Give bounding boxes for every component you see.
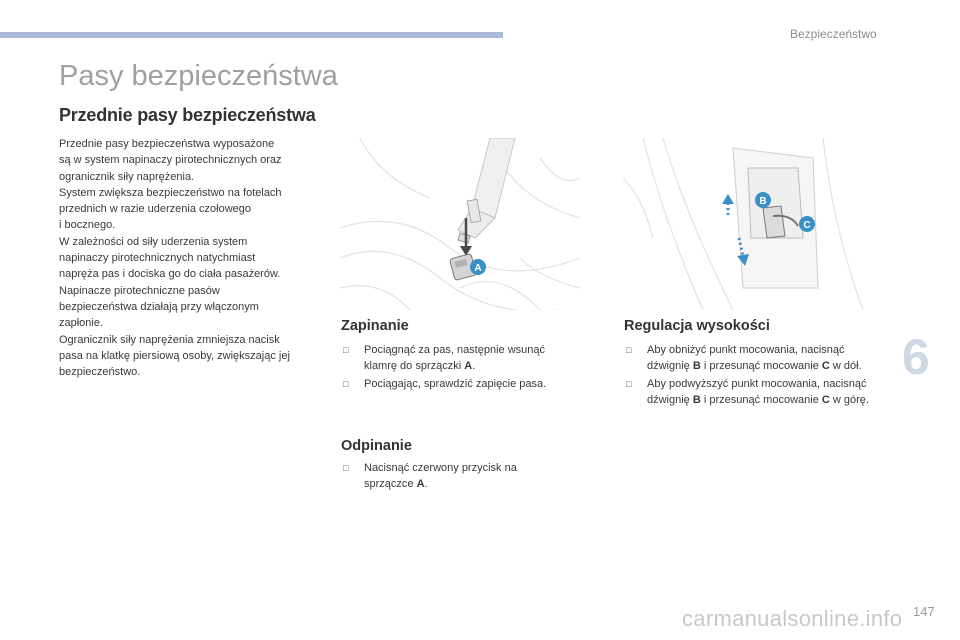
intro-line: System zwiększa bezpieczeństwo na fotelach xyxy=(59,186,282,199)
buckle-illustration xyxy=(340,138,580,310)
intro-line: Napinacze pirotechniczne pasów xyxy=(59,284,220,297)
intro-line: bezpieczeństwo. xyxy=(59,366,141,379)
intro-line: Przednie pasy bezpieczeństwa wyposażone xyxy=(59,138,275,150)
section-subtitle: Przednie pasy bezpieczeństwa xyxy=(59,105,316,125)
intro-line: W zależności od siły uderzenia system xyxy=(59,235,248,248)
fastening-heading: Zapinanie xyxy=(341,318,409,334)
list-item: □ Pociągając, sprawdzić zapięcie pasa. xyxy=(341,376,581,392)
list-item: □ Aby podwyższyć punkt mocowania, nacisnąć dźwignię B i przesunąć mocowanie C w górę. xyxy=(624,376,876,408)
page-title: Pasy bezpieczeństwa xyxy=(59,60,338,92)
watermark: carmanualsonline.info xyxy=(682,606,903,631)
height-steps xyxy=(624,342,876,410)
chapter-number: 6 xyxy=(902,329,930,385)
height-adjuster-illustration xyxy=(623,138,863,310)
page-number: 147 xyxy=(913,604,935,619)
intro-line: napręża pas i dociska go do ciała pasażerów. xyxy=(59,268,281,281)
list-item: □ Nacisnąć czerwony przycisk na sprzączce A. xyxy=(341,460,541,492)
intro-line: napinaczy pirotechnicznych natychmiast xyxy=(59,252,256,265)
intro-line: zapłonie. xyxy=(59,317,104,330)
header-accent-bar xyxy=(0,32,503,38)
callout-c-label: C xyxy=(803,220,811,231)
callout-b-label: B xyxy=(759,196,767,207)
section-label: Bezpieczeństwo xyxy=(790,27,877,41)
intro-line: bezpieczeństwa działają przy włączonym xyxy=(59,300,259,313)
intro-line: Ogranicznik siły naprężenia zmniejsza nacisk xyxy=(59,333,280,346)
unfastening-heading: Odpinanie xyxy=(341,438,412,454)
fastening-steps xyxy=(341,342,581,394)
intro-line: są w system napinaczy pirotechnicznych oraz xyxy=(59,154,282,167)
intro-paragraph xyxy=(59,136,329,380)
intro-line: i bocznego. xyxy=(59,219,116,232)
list-item: □ Aby obniżyć punkt mocowania, nacisnąć dźwignię B i przesunąć mocowanie C w dół. xyxy=(624,342,876,374)
list-item: □ Pociągnąć za pas, następnie wsunąć klamrę do sprzączki A. xyxy=(341,342,581,374)
intro-line: pasa na klatkę piersiową osoby, zwiększając jej xyxy=(59,349,290,362)
height-heading: Regulacja wysokości xyxy=(624,318,770,334)
unfastening-steps xyxy=(341,460,541,494)
intro-line: ogranicznik siły naprężenia. xyxy=(59,170,195,183)
callout-a-label: A xyxy=(474,263,482,274)
intro-line: przednich w razie uderzenia czołowego xyxy=(59,203,251,216)
